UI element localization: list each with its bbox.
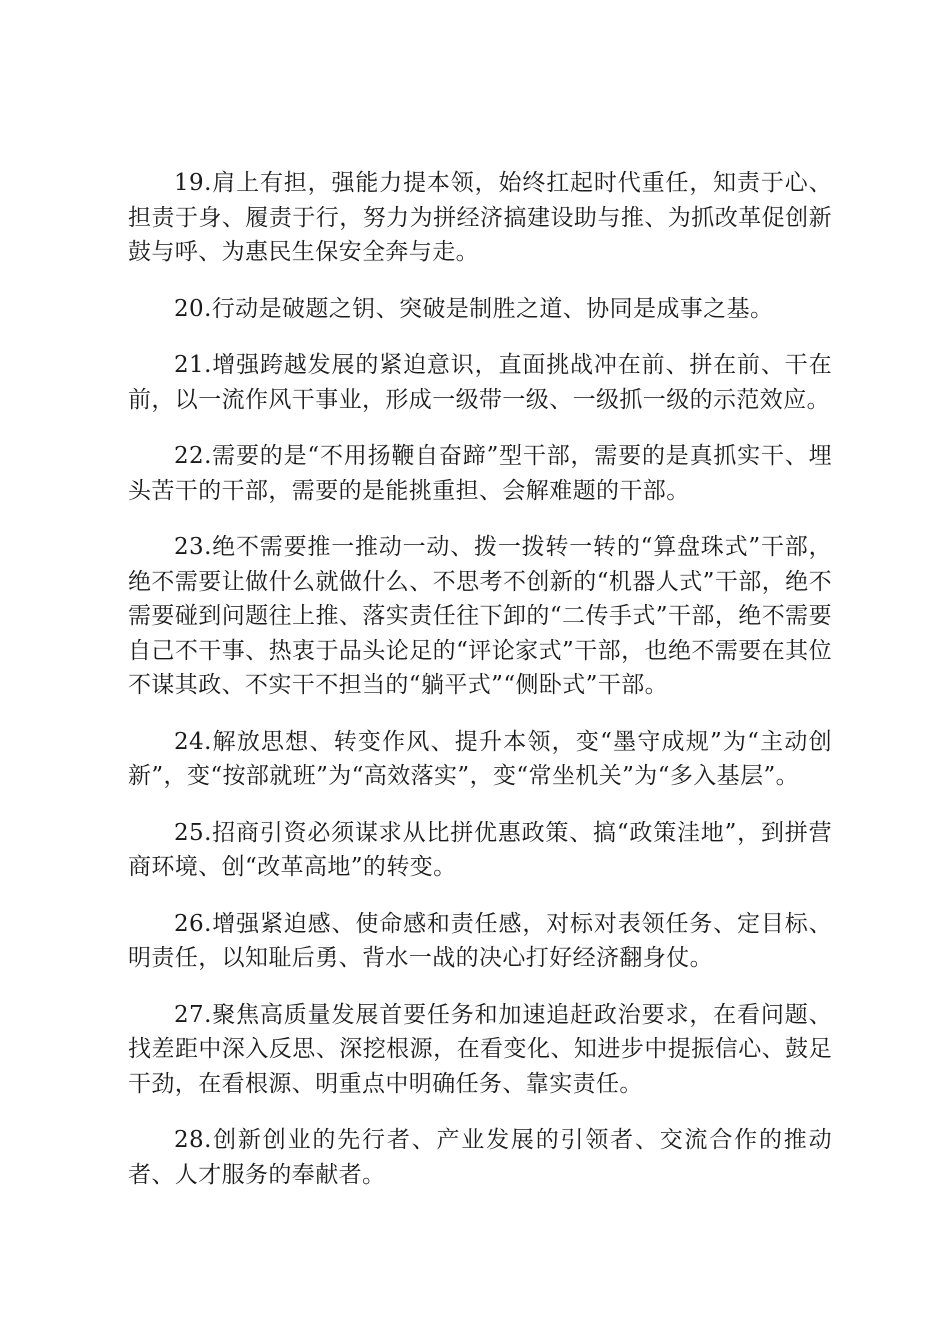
paragraph-19: 19.肩上有担，强能力提本领，始终扛起时代重任，知责于心、担责于身、履责于行，努力为拼经济搞建设助与推、为抓改革促创新鼓与呼、为惠民生保安全奔与走。 xyxy=(128,170,832,265)
paragraph-20: 20.行动是破题之钥、突破是制胜之道、协同是成事之基。 xyxy=(174,295,774,322)
paragraph-27: 27.聚焦高质量发展首要任务和加速追赶政治要求，在看问题、找差距中深入反思、深挖根源，在看变化、知进步中提振信心、鼓足干劲，在看根源、明重点中明确任务、靠实责任。 xyxy=(128,1001,832,1097)
paragraph-26: 26.增强紧迫感、使命感和责任感，对标对表领任务、定目标、明责任，以知耻后勇、背水一战的决心打好经济翻身仗。 xyxy=(128,910,832,971)
paragraph-22: 22.需要的是“不用扬鞭自奋蹄”型干部，需要的是真抓实干、埋头苦干的干部，需要的是能挑重担、会解难题的干部。 xyxy=(128,443,832,504)
paragraph-28: 28.创新创业的先行者、产业发展的引领者、交流合作的推动者、人才服务的奉献者。 xyxy=(128,1127,832,1188)
paragraph-23: 23.绝不需要推一推动一动、拨一拨转一转的“算盘珠式”干部，绝不需要让做什么就做什么、不思考不创新的“机器人式”干部，绝不需要碰到问题往上推、落实责任往下卸的“二传手式”干部，绝不需要自己不干事、热衷于品头论足的“评论家式”干部，也绝不需要在其位不谋其政、不实干不担当的“躺平式”“侧卧式”干部。 xyxy=(128,534,832,698)
paragraph-25: 25.招商引资必须谋求从比拼优惠政策、搞“政策洼地”，到拼营商环境、创“改革高地”的转变。 xyxy=(128,819,832,880)
paragraph-24: 24.解放思想、转变作风、提升本领，变“墨守成规”为“主动创新”，变“按部就班”为“高效落实”，变“常坐机关”为“多入基层”。 xyxy=(128,728,832,789)
document-body xyxy=(128,166,832,1192)
paragraph-21: 21.增强跨越发展的紧迫意识，直面挑战冲在前、拼在前、干在前，以一流作风干事业，形成一级带一级、一级抓一级的示范效应。 xyxy=(128,352,832,413)
